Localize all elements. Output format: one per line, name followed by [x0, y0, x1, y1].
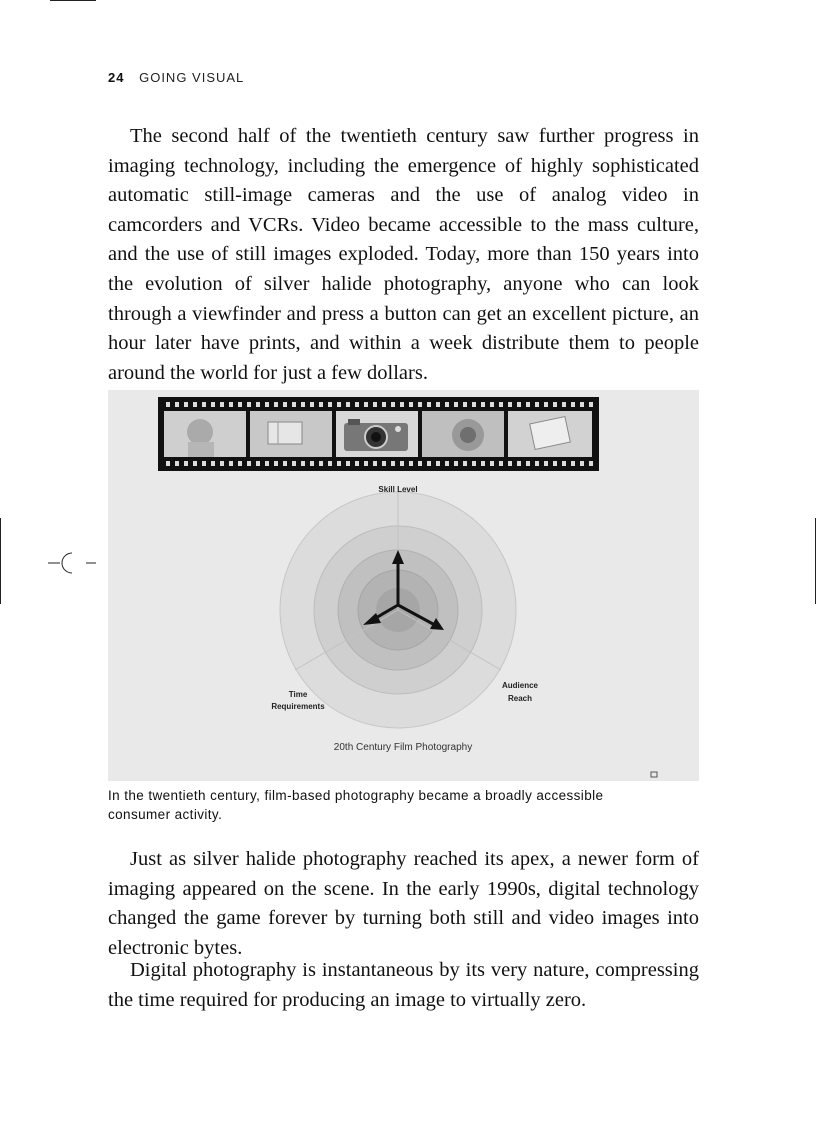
- figure-title: 20th Century Film Photography: [333, 742, 473, 753]
- crop-mark-top: [50, 0, 96, 1]
- film-strip: [158, 397, 599, 471]
- figure-graphic: [108, 390, 699, 781]
- film-frame-4: [422, 411, 504, 457]
- film-frame-3-camera: [336, 411, 418, 457]
- section-title: GOING VISUAL: [139, 70, 245, 85]
- film-frame-1: [164, 411, 246, 457]
- figure-caption: In the twentieth century, film-based photography became a broadly accessible consumer activity.: [108, 788, 604, 822]
- figure-corner-mark: [651, 772, 657, 777]
- body-paragraph-2: Just as silver halide photography reached its apex, a newer form of imaging appeared on the scene. In the early 1990s, digital technology changed the game forever by turning both still and video images into electronic bytes.: [108, 848, 699, 959]
- film-frame-2: [250, 411, 332, 457]
- body-paragraph-3: Digital photography is instantaneous by its very nature, compressing the time required for producing an image to virtually zero.: [108, 959, 699, 1011]
- axis-label-skill-level: Skill Level: [378, 485, 418, 494]
- axis-label-audience-line2: Reach: [507, 694, 533, 703]
- axis-label-time-line1: Time: [288, 690, 308, 699]
- axis-label-audience-line1: Audience: [501, 681, 539, 690]
- figure-film-photography: [108, 390, 699, 781]
- concentric-rings: [280, 492, 516, 728]
- page-number: 24: [108, 70, 125, 85]
- body-paragraph-1: The second half of the twentieth century saw further progress in imaging technology, including the emergence of highly sophisticated automatic still-image cameras and the use of analog video in camcorders and VCRs. Video became accessible to the mass culture, and the use of still images exploded. Today, more than 150 years into the evolution of silver halide photography, anyone who can look through a viewfinder and press a button can get an excellent picture, an hour later have prints, and within a week distribute them to people around the world for just a few dollars.: [108, 125, 699, 384]
- axis-label-time-line2: Requirements: [271, 702, 325, 711]
- registration-mark-icon: [48, 548, 96, 578]
- crop-mark-left: [0, 518, 1, 604]
- running-head: [108, 70, 244, 85]
- film-frame-5: [508, 411, 592, 457]
